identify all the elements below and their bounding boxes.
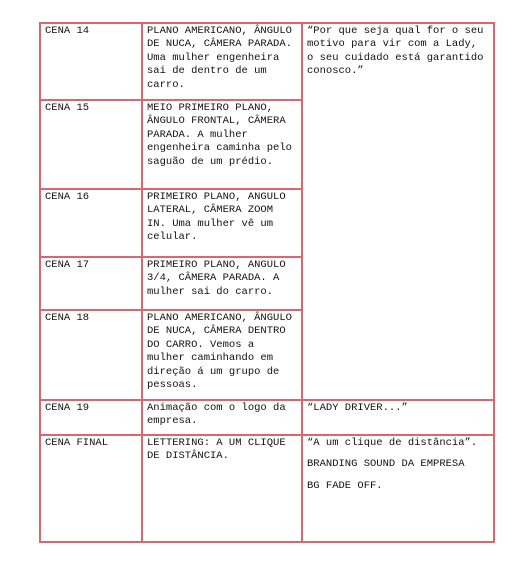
scene-label: CENA 14 bbox=[45, 25, 90, 37]
scene-description: Animação com o logo da empresa. bbox=[147, 402, 286, 428]
scene-label: CENA 17 bbox=[45, 259, 90, 271]
audio-text: “Por que seja qual for o seu motivo para vir com a Lady, o seu cuidado está garantido conosco.” bbox=[307, 25, 484, 78]
table-row bbox=[40, 400, 494, 435]
table-row bbox=[40, 23, 494, 100]
scene-cell bbox=[40, 435, 142, 542]
scene-cell bbox=[40, 189, 142, 257]
description-cell bbox=[142, 435, 302, 542]
description-cell bbox=[142, 189, 302, 257]
description-cell bbox=[142, 100, 302, 189]
scene-cell bbox=[40, 400, 142, 435]
audio-cell bbox=[302, 435, 494, 542]
scene-description: PRIMEIRO PLANO, ANGULO LATERAL, CÂMERA ZOOM IN. Uma mulher vê um celular. bbox=[147, 191, 286, 244]
table-row bbox=[40, 435, 494, 542]
scene-label: CENA 15 bbox=[45, 102, 90, 114]
scene-cell bbox=[40, 257, 142, 310]
scene-label: CENA FINAL bbox=[45, 437, 109, 449]
scene-description: LETTERING: A UM CLIQUE DE DISTÂNCIA. bbox=[147, 437, 286, 463]
audio-line: “A um clique de distância”. bbox=[307, 437, 478, 449]
scene-description: PLANO AMERICANO, ÂNGULO DE NUCA, CÂMERA DENTRO DO CARRO. Vemos a mulher caminhando em direção á um grupo de pessoas. bbox=[147, 312, 292, 392]
description-cell bbox=[142, 23, 302, 100]
scene-label: CENA 18 bbox=[45, 312, 90, 324]
scene-cell bbox=[40, 310, 142, 400]
description-cell bbox=[142, 400, 302, 435]
audio-line: BRANDING SOUND DA EMPRESA bbox=[307, 458, 465, 471]
scene-cell bbox=[40, 100, 142, 189]
scene-description: MEIO PRIMEIRO PLANO, ÂNGULO FRONTAL, CÂMERA PARADA. A mulher engenheira caminha pelo saguão de um prédio. bbox=[147, 102, 292, 168]
audio-text: “LADY DRIVER...” bbox=[307, 402, 408, 414]
audio-line: BG FADE OFF. bbox=[307, 479, 383, 492]
scene-description: PLANO AMERICANO, ÂNGULO DE NUCA, CÂMERA PARADA. Uma mulher engenheira sai de dentro de um carro. bbox=[147, 25, 292, 91]
scene-cell bbox=[40, 23, 142, 100]
audio-cell bbox=[302, 23, 494, 400]
scene-description: PRIMEIRO PLANO, ANGULO 3/4, CÂMERA PARADA. A mulher sai do carro. bbox=[147, 259, 286, 298]
description-cell bbox=[142, 310, 302, 400]
scene-label: CENA 16 bbox=[45, 191, 90, 203]
scene-label: CENA 19 bbox=[45, 402, 90, 414]
description-cell bbox=[142, 257, 302, 310]
script-table bbox=[39, 22, 495, 543]
audio-cell bbox=[302, 400, 494, 435]
